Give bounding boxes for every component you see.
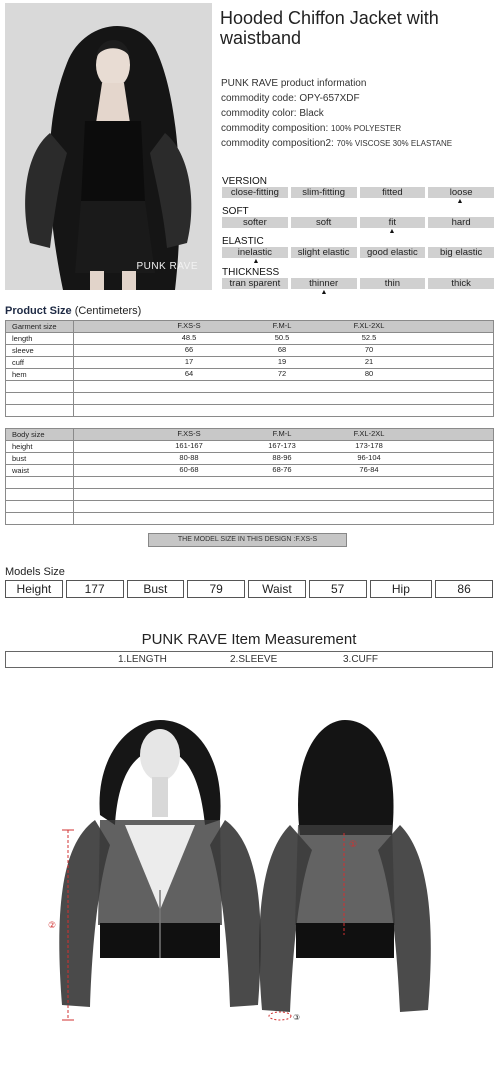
attr-version xyxy=(222,176,494,206)
table-cell: 68-76 xyxy=(272,465,292,474)
table-cell: 88-96 xyxy=(272,453,292,462)
table-values xyxy=(74,357,494,369)
marker-3: ③ xyxy=(293,1013,301,1022)
garment-front xyxy=(48,720,261,1020)
table-cell: 48.5 xyxy=(181,333,197,342)
selection-marker: ▲ xyxy=(320,289,328,296)
table-values xyxy=(74,345,494,357)
attr-elastic-option: good elastic xyxy=(360,247,426,258)
table-cell: 76-84 xyxy=(359,465,379,474)
table-row-empty xyxy=(6,381,494,393)
product-size-title xyxy=(5,305,141,317)
table-header-values xyxy=(74,429,494,441)
attr-thickness-option: tran sparent xyxy=(222,278,288,289)
selection-marker: ▲ xyxy=(388,228,396,235)
measurement-item: 2.SLEEVE xyxy=(230,654,278,665)
garment-diagram xyxy=(0,715,498,1035)
table-cell: sleeve xyxy=(6,345,74,357)
table-cell: 167-173 xyxy=(268,441,296,450)
table-cell: 50.5 xyxy=(274,333,290,342)
table-cell: 70 xyxy=(364,345,374,354)
table-cell: bust xyxy=(6,453,74,465)
table-header-row xyxy=(6,429,494,441)
table-row-empty xyxy=(6,501,494,513)
table-cell: 60-68 xyxy=(179,465,199,474)
table-values xyxy=(74,333,494,345)
models-size-title: Models Size xyxy=(5,566,65,578)
composition2-label: commodity composition2: xyxy=(221,138,337,149)
attr-thickness-option: thinner xyxy=(291,278,357,289)
table-header-cell: F.XL-2XL xyxy=(353,429,385,438)
table-header-row xyxy=(6,321,494,333)
table-header-cell: Body size xyxy=(6,429,74,441)
models-size-row xyxy=(5,580,493,598)
attr-soft-option: soft xyxy=(291,217,357,228)
marker-1: ① xyxy=(349,840,358,850)
models-cell: 86 xyxy=(435,580,493,598)
table-cell: 80 xyxy=(364,369,374,378)
table-cell: 21 xyxy=(364,357,374,366)
attr-thickness-option: thick xyxy=(428,278,494,289)
models-cell: Bust xyxy=(127,580,185,598)
table-header-cell: F.M-L xyxy=(272,429,292,438)
info-heading: PUNK RAVE product information xyxy=(221,78,367,89)
attr-elastic-option: inelastic xyxy=(222,247,288,258)
attr-version-option: close-fitting xyxy=(222,187,288,198)
table-row-empty xyxy=(6,405,494,417)
table-row-empty xyxy=(6,513,494,525)
table-row-empty xyxy=(6,489,494,501)
watermark: PUNK RAVE xyxy=(136,261,198,272)
composition-value: 100% POLYESTER xyxy=(331,124,402,133)
table-values xyxy=(74,453,494,465)
attr-elastic-option: big elastic xyxy=(428,247,494,258)
commodity-composition2 xyxy=(221,136,496,151)
table-row-empty xyxy=(6,477,494,489)
attr-thickness xyxy=(222,267,494,297)
table-header-cell: Garment size xyxy=(6,321,74,333)
table-cell: 66 xyxy=(184,345,194,354)
selection-marker: ▲ xyxy=(252,258,260,265)
models-cell: 57 xyxy=(309,580,367,598)
table-header-cell: F.XS-S xyxy=(177,321,201,330)
table-cell: waist xyxy=(6,465,74,477)
table-row xyxy=(6,453,494,465)
attr-thickness-option: thin xyxy=(360,278,426,289)
table-cell: 72 xyxy=(277,369,287,378)
attr-version-option: loose xyxy=(428,187,494,198)
table-cell: 19 xyxy=(277,357,287,366)
marker-2: ② xyxy=(48,921,57,931)
table-cell: 68 xyxy=(277,345,287,354)
measurement-title: PUNK RAVE Item Measurement xyxy=(141,631,357,648)
table-cell: length xyxy=(6,333,74,345)
table-cell: cuff xyxy=(6,357,74,369)
table-values xyxy=(74,441,494,453)
table-cell: 52.5 xyxy=(361,333,377,342)
table-cell: 80-88 xyxy=(179,453,199,462)
attr-version-option: fitted xyxy=(360,187,426,198)
attr-soft-option: softer xyxy=(222,217,288,228)
product-size-heading: Product Size xyxy=(5,305,72,317)
product-info xyxy=(221,76,496,151)
table-header-values xyxy=(74,321,494,333)
composition-label: commodity composition: xyxy=(221,123,332,134)
table-cell: 161-167 xyxy=(175,441,203,450)
models-cell: Waist xyxy=(248,580,306,598)
table-row xyxy=(6,369,494,381)
attr-thickness-label: THICKNESS xyxy=(222,267,280,278)
commodity-composition xyxy=(221,121,496,136)
table-cell: height xyxy=(6,441,74,453)
model-size-note: THE MODEL SIZE IN THIS DESIGN :F.XS-S xyxy=(148,533,347,547)
table-cell: hem xyxy=(6,369,74,381)
composition2-value: 70% VISCOSE 30% ELASTANE xyxy=(336,139,453,148)
commodity-code: commodity code: OPY-657XDF xyxy=(221,93,360,104)
table-values xyxy=(74,465,494,477)
measurement-legend xyxy=(5,651,493,668)
table-cell: 64 xyxy=(184,369,194,378)
table-values xyxy=(74,369,494,381)
table-header-cell: F.XL-2XL xyxy=(353,321,385,330)
table-row xyxy=(6,333,494,345)
models-cell: Hip xyxy=(370,580,433,598)
selection-marker: ▲ xyxy=(456,198,464,205)
models-cell: Height xyxy=(5,580,63,598)
attr-soft-label: SOFT xyxy=(222,206,249,217)
garment-size-table xyxy=(5,320,494,417)
table-row xyxy=(6,357,494,369)
table-row-empty xyxy=(6,393,494,405)
product-title: Hooded Chiffon Jacket with waistband xyxy=(220,8,439,48)
models-cell: 177 xyxy=(66,580,124,598)
product-photo xyxy=(5,3,212,290)
attr-soft-option: fit xyxy=(360,217,426,228)
table-row xyxy=(6,465,494,477)
attr-elastic-label: ELASTIC xyxy=(222,236,264,247)
product-size-unit: (Centimeters) xyxy=(74,305,142,317)
measurement-item: 1.LENGTH xyxy=(118,654,167,665)
attr-version-label: VERSION xyxy=(222,176,268,187)
attr-elastic-option: slight elastic xyxy=(291,247,357,258)
table-row xyxy=(6,345,494,357)
garment-back xyxy=(259,720,431,1022)
measurement-item: 3.CUFF xyxy=(343,654,378,665)
table-cell: 96-104 xyxy=(357,453,381,462)
table-cell: 17 xyxy=(184,357,194,366)
table-cell: 173-178 xyxy=(355,441,383,450)
body-size-table xyxy=(5,428,494,525)
attr-elastic xyxy=(222,236,494,266)
model-figure xyxy=(5,3,212,290)
commodity-color: commodity color: Black xyxy=(221,108,324,119)
table-header-cell: F.XS-S xyxy=(177,429,201,438)
attr-soft-option: hard xyxy=(428,217,494,228)
table-header-cell: F.M-L xyxy=(272,321,292,330)
table-row xyxy=(6,441,494,453)
attr-soft xyxy=(222,206,494,236)
attr-version-option: slim-fitting xyxy=(291,187,357,198)
models-cell: 79 xyxy=(187,580,245,598)
